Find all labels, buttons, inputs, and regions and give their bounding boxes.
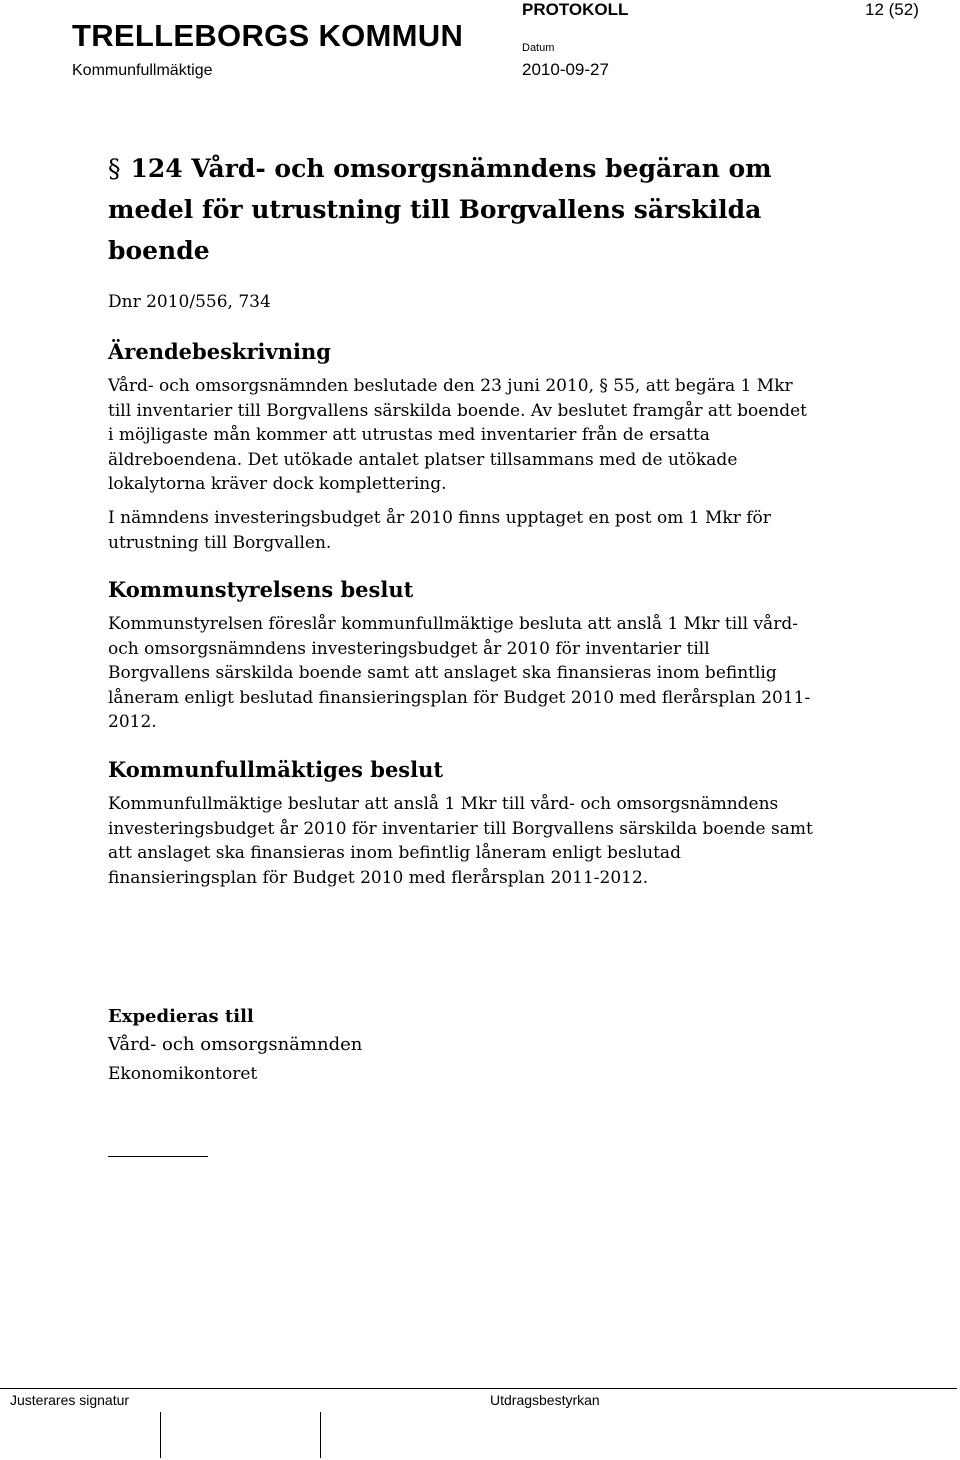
text-line: till inventarier till Borgvallens särskilda boende. Av beslutet framgår att boendet — [108, 400, 807, 421]
executive-board-decision-text — [108, 612, 811, 735]
case-number: Dnr 2010/556, 734 — [108, 292, 271, 312]
text-line: i möjligaste mån kommer att utrustas med inventarier från de ersatta — [108, 425, 710, 445]
text-line: och omsorgsnämndens investeringsbudget år 2010 för inventarier till — [108, 638, 710, 659]
text-line: finansieringsplan för Budget 2010 med flerårsplan 2011-2012. — [108, 867, 649, 888]
distribution-recipient: Vård- och omsorgsnämnden — [108, 1034, 363, 1055]
text-line: låneram enligt beslutad finansieringsplan för Budget 2010 med flerårsplan 2011- — [108, 687, 811, 708]
date-value: 2010-09-27 — [522, 60, 609, 79]
section-mark: § — [108, 154, 121, 183]
executive-board-decision-heading: Kommunstyrelsens beslut — [108, 577, 414, 602]
text-line: Borgvallens särskilda boende samt att anslaget ska finansieras inom befintlig — [108, 663, 777, 683]
document-type: PROTOKOLL — [522, 0, 629, 19]
item-title-text: 124 Vård- och omsorgsnämndens begäran om medel för utrustning till Borgvallens särskilda boende — [108, 154, 772, 265]
text-line: investeringsbudget år 2010 för inventarier till Borgvallens särskilda boende samt — [108, 818, 813, 839]
case-description-heading: Ärendebeskrivning — [108, 339, 331, 364]
extract-certification-label: Utdragsbestyrkan — [490, 1392, 600, 1408]
text-line: Kommunstyrelsen föreslår kommunfullmäktige besluta att anslå 1 Mkr till vård- — [108, 614, 798, 634]
text-line: äldreboendena. Det utökade antalet platser tillsammans med de utökade — [108, 449, 738, 470]
text-line: 2012. — [108, 712, 157, 732]
organization-name: TRELLEBORGS KOMMUN — [72, 18, 464, 53]
case-description-paragraph-1 — [108, 374, 807, 497]
council-decision-text — [108, 792, 813, 890]
divider — [108, 1156, 208, 1157]
footer-divider — [0, 1388, 957, 1389]
text-line: I nämndens investeringsbudget år 2010 finns upptaget en post om 1 Mkr för — [108, 508, 771, 528]
date-label: Datum — [522, 42, 555, 54]
signature-box-divider — [160, 1412, 161, 1458]
distribution-recipient: Ekonomikontoret — [108, 1064, 258, 1084]
council-name: Kommunfullmäktige — [72, 62, 213, 79]
signature-box-divider — [320, 1412, 321, 1458]
text-line: att anslaget ska finansieras inom befintlig låneram enligt beslutad — [108, 843, 681, 863]
text-line: lokalytorna kräver dock komplettering. — [108, 474, 447, 494]
text-line: utrustning till Borgvallen. — [108, 532, 332, 553]
council-decision-heading: Kommunfullmäktiges beslut — [108, 757, 444, 782]
page-number: 12 (52) — [865, 0, 919, 19]
signature-label: Justerares signatur — [10, 1392, 130, 1408]
case-description-paragraph-2 — [108, 506, 798, 555]
item-title — [108, 148, 848, 271]
text-line: Vård- och omsorgsnämnden beslutade den 23 juni 2010, § 55, att begära 1 Mkr — [108, 376, 793, 396]
distribution-heading: Expedieras till — [108, 1006, 254, 1027]
text-line: Kommunfullmäktige beslutar att anslå 1 Mkr till vård- och omsorgsnämndens — [108, 794, 779, 814]
